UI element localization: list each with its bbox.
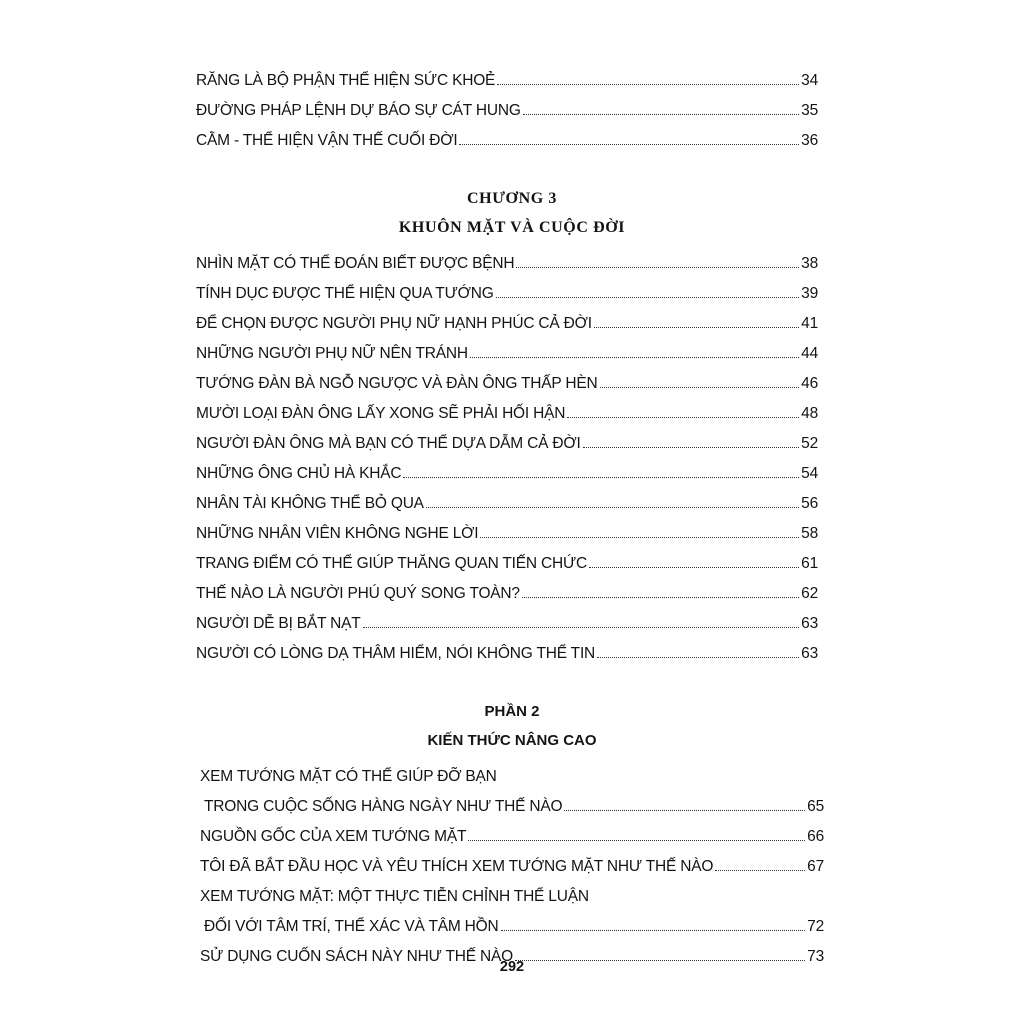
toc-entry (196, 545, 818, 571)
toc-entry (196, 425, 818, 451)
dot-leader (594, 326, 799, 328)
toc-entry-page: 38 (801, 254, 818, 272)
dot-leader (583, 446, 800, 448)
toc-entry-page: 61 (801, 554, 818, 572)
toc-entry (196, 515, 818, 541)
toc-entry-title: RĂNG LÀ BỘ PHẬN THỂ HIỆN SỨC KHOẺ (196, 71, 496, 89)
dot-leader (567, 416, 799, 418)
toc-entry (196, 62, 818, 88)
toc-entry (196, 335, 818, 361)
toc-entry-page: 34 (801, 71, 818, 89)
toc-entry-title: XEM TƯỚNG MẶT: MỘT THỰC TIỄN CHỈNH THỂ LUẬN (200, 887, 589, 905)
toc-entry-page: 66 (807, 827, 824, 845)
toc-entry-title: TÍNH DỤC ĐƯỢC THỂ HIỆN QUA TƯỚNG (196, 284, 494, 302)
toc-entry-page: 62 (801, 584, 818, 602)
toc-entry (196, 635, 818, 661)
toc-entry-title: NHÌN MẶT CÓ THỂ ĐOÁN BIẾT ĐƯỢC BỆNH (196, 254, 515, 272)
toc-entry-page: 73 (807, 947, 824, 965)
toc-entry (196, 575, 818, 601)
toc-entry (204, 788, 824, 814)
dot-leader (480, 536, 799, 538)
toc-entry-title: ĐƯỜNG PHÁP LỆNH DỰ BÁO SỰ CÁT HUNG (196, 101, 521, 119)
toc-entry-title: SỬ DỤNG CUỐN SÁCH NÀY NHƯ THẾ NÀO (200, 947, 513, 965)
toc-entry-page: 36 (801, 131, 818, 149)
toc-entry (200, 818, 824, 844)
toc-entry (200, 758, 824, 784)
toc-entry (196, 92, 818, 118)
toc-entry-page: 67 (807, 857, 824, 875)
toc-entry (196, 275, 818, 301)
dot-leader (497, 83, 799, 85)
dot-leader (459, 143, 799, 145)
toc-entry (204, 908, 824, 934)
toc-entry-page: 63 (801, 614, 818, 632)
toc-entry-title: NGUỒN GỐC CỦA XEM TƯỚNG MẶT (200, 827, 467, 845)
toc-entry-title: NGƯỜI DỄ BỊ BẮT NẠT (196, 614, 361, 632)
part-label: PHẦN 2 (484, 703, 540, 720)
toc-entry-page: 65 (807, 797, 824, 815)
toc-entry-page: 41 (801, 314, 818, 332)
dot-leader (597, 656, 799, 658)
toc-entry (196, 485, 818, 511)
toc-entry-page: 56 (801, 494, 818, 512)
toc-entry-title: NGƯỜI CÓ LÒNG DẠ THÂM HIỂM, NÓI KHÔNG THỂ TIN (196, 644, 596, 662)
toc-entry (200, 878, 824, 904)
dot-leader (363, 626, 800, 628)
toc-entry-page: 44 (801, 344, 818, 362)
toc-entry-page: 58 (801, 524, 818, 542)
toc-entry-title: NHÂN TÀI KHÔNG THỂ BỎ QUA (196, 494, 424, 512)
toc-entry-title: TRONG CUỘC SỐNG HÀNG NGÀY NHƯ THẾ NÀO (204, 797, 563, 815)
toc-entry-title: NHỮNG NGƯỜI PHỤ NỮ NÊN TRÁNH (196, 344, 468, 362)
dot-leader (426, 506, 799, 508)
toc-entry-title: XEM TƯỚNG MẶT CÓ THỂ GIÚP ĐỠ BẠN (200, 767, 497, 785)
chapter-title: KHUÔN MẶT VÀ CUỘC ĐỜI (398, 219, 626, 236)
toc-entry-page: 72 (807, 917, 824, 935)
dot-leader (589, 566, 799, 568)
dot-leader (470, 356, 799, 358)
dot-leader (564, 809, 805, 811)
dot-leader (516, 266, 799, 268)
toc-entry-title: TƯỚNG ĐÀN BÀ NGỖ NGƯỢC VÀ ĐÀN ÔNG THẤP HÈN (196, 374, 598, 392)
toc-entry-title: MƯỜI LOẠI ĐÀN ÔNG LẤY XONG SẼ PHẢI HỐI HẬN (196, 404, 566, 422)
dot-leader (468, 839, 805, 841)
toc-entry-page: 52 (801, 434, 818, 452)
toc-entry-title: CẰM - THỂ HIỆN VẬN THẾ CUỐI ĐỜI (196, 131, 458, 149)
toc-entry-title: TRANG ĐIỂM CÓ THỂ GIÚP THĂNG QUAN TIẾN CHỨC (196, 554, 588, 572)
dot-leader (501, 929, 806, 931)
toc-entry (196, 245, 818, 271)
part-title: KIẾN THỨC NÂNG CAO (427, 732, 597, 749)
toc-entry-title: NGƯỜI ĐÀN ÔNG MÀ BẠN CÓ THỂ DỰA DẪM CẢ ĐỜI (196, 434, 581, 452)
toc-entry (200, 848, 824, 874)
chapter-label: CHƯƠNG 3 (467, 190, 557, 207)
toc-entry-page: 54 (801, 464, 818, 482)
toc-entry (196, 395, 818, 421)
dot-leader (715, 869, 805, 871)
toc-entry-title: NHỮNG ÔNG CHỦ HÀ KHẮC (196, 464, 402, 482)
toc-entry (196, 455, 818, 481)
toc-entry (196, 305, 818, 331)
toc-entry-page: 63 (801, 644, 818, 662)
dot-leader (522, 596, 799, 598)
dot-leader (403, 476, 799, 478)
toc-entry-title: TÔI ĐÃ BẮT ĐẦU HỌC VÀ YÊU THÍCH XEM TƯỚNG MẶT NHƯ THẾ NÀO (200, 857, 714, 875)
dot-leader (523, 113, 799, 115)
dot-leader (496, 296, 800, 298)
page-number: 292 (499, 959, 525, 975)
dot-leader (600, 386, 800, 388)
toc-entry-title: THẾ NÀO LÀ NGƯỜI PHÚ QUÝ SONG TOÀN? (196, 584, 520, 602)
toc-entry-page: 39 (801, 284, 818, 302)
toc-entry (196, 365, 818, 391)
toc-entry (196, 605, 818, 631)
toc-entry-title: ĐỂ CHỌN ĐƯỢC NGƯỜI PHỤ NỮ HẠNH PHÚC CẢ ĐỜI (196, 314, 592, 332)
toc-entry-page: 48 (801, 404, 818, 422)
toc-entry-page: 46 (801, 374, 818, 392)
toc-entry-page: 35 (801, 101, 818, 119)
toc-entry (196, 122, 818, 148)
toc-entry-title: ĐỐI VỚI TÂM TRÍ, THỂ XÁC VÀ TÂM HỒN (204, 917, 499, 935)
toc-entry-title: NHỮNG NHÂN VIÊN KHÔNG NGHE LỜI (196, 524, 479, 542)
